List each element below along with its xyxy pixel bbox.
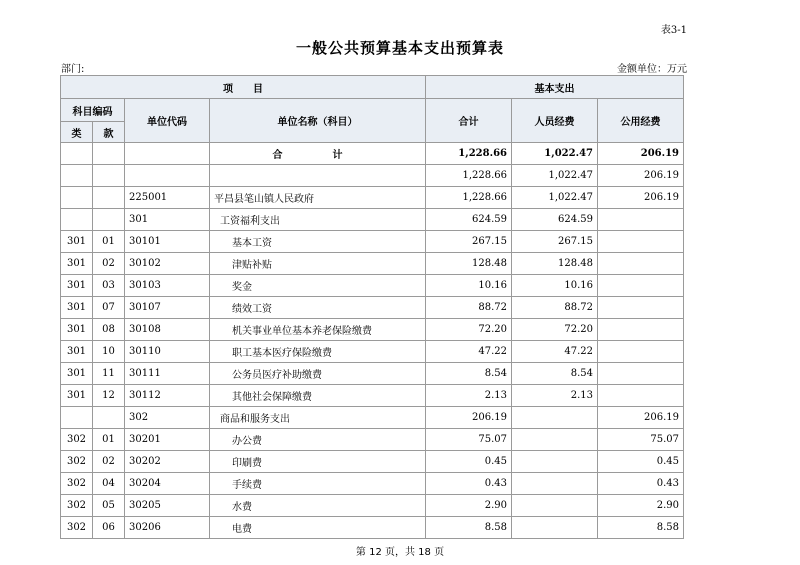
cell-unit-name: 平昌县笔山镇人民政府 [210,187,426,209]
cell-unit-name: 机关事业单位基本养老保险缴费 [210,319,426,341]
cell-unit-name: 其他社会保障缴费 [210,385,426,407]
cell-public [598,253,684,275]
table-row [61,451,684,473]
cell-category: 302 [61,451,93,473]
cell-unit-code: 30205 [125,495,210,517]
cell-personnel: 624.59 [512,209,598,231]
table-row [61,517,684,539]
cell-personnel: 72.20 [512,319,598,341]
cell-unit-name: 办公费 [210,429,426,451]
table-row [61,231,684,253]
cell-item: 04 [93,473,125,495]
cell-unit-code: 301 [125,209,210,231]
cell-public [598,297,684,319]
cell-item: 07 [93,297,125,319]
table-number: 表3-1 [660,25,687,36]
cell-personnel: 267.15 [512,231,598,253]
cell-total: 1,228.66 [426,143,512,165]
cell-personnel: 10.16 [512,275,598,297]
cell-unit-name: 津贴补贴 [210,253,426,275]
cell-total: 1,228.66 [426,165,512,187]
table-row [61,165,684,187]
cell-personnel: 1,022.47 [512,143,598,165]
cell-personnel: 8.54 [512,363,598,385]
header-personnel: 人员经费 [512,99,598,143]
cell-unit-code: 30101 [125,231,210,253]
department-label: 部门: [61,64,85,75]
header-public: 公用经费 [598,99,684,143]
cell-unit-code: 302 [125,407,210,429]
table-row [61,297,684,319]
cell-unit-code: 30206 [125,517,210,539]
cell-total: 2.13 [426,385,512,407]
cell-category: 302 [61,517,93,539]
cell-item: 02 [93,451,125,473]
cell-item: 08 [93,319,125,341]
cell-unit-name: 电费 [210,517,426,539]
cell-unit-name: 公务员医疗补助缴费 [210,363,426,385]
cell-category: 301 [61,319,93,341]
budget-table [60,75,684,539]
cell-category [61,187,93,209]
cell-item: 11 [93,363,125,385]
page-title: 一般公共预算基本支出预算表 [295,39,504,57]
header-item: 款 [93,122,125,143]
cell-personnel: 47.22 [512,341,598,363]
cell-item [93,187,125,209]
cell-personnel: 2.13 [512,385,598,407]
table-row [61,341,684,363]
page-footer: 第 12 页，共 18 页 [355,547,445,558]
cell-personnel [512,429,598,451]
cell-total: 47.22 [426,341,512,363]
cell-public: 206.19 [598,407,684,429]
cell-item: 03 [93,275,125,297]
table-row [61,253,684,275]
table-row [61,385,684,407]
cell-public: 0.43 [598,473,684,495]
cell-unit-code: 30108 [125,319,210,341]
cell-category: 301 [61,385,93,407]
cell-public [598,385,684,407]
cell-category [61,407,93,429]
cell-personnel: 1,022.47 [512,187,598,209]
cell-category: 302 [61,429,93,451]
table-row [61,495,684,517]
cell-total: 206.19 [426,407,512,429]
cell-unit-name: 印刷费 [210,451,426,473]
cell-unit-name: 基本工资 [210,231,426,253]
cell-personnel [512,407,598,429]
cell-item: 05 [93,495,125,517]
cell-unit-name: 商品和服务支出 [210,407,426,429]
cell-public: 206.19 [598,143,684,165]
cell-total: 75.07 [426,429,512,451]
table-row [61,275,684,297]
cell-personnel: 88.72 [512,297,598,319]
table-row [61,319,684,341]
cell-item [93,143,125,165]
cell-total: 8.58 [426,517,512,539]
header-basic-expense: 基本支出 [426,76,684,99]
table-row [61,363,684,385]
cell-public: 75.07 [598,429,684,451]
cell-public: 8.58 [598,517,684,539]
cell-public: 206.19 [598,165,684,187]
cell-item [93,407,125,429]
cell-category: 301 [61,253,93,275]
cell-total: 10.16 [426,275,512,297]
cell-category: 301 [61,363,93,385]
cell-item: 01 [93,429,125,451]
table-row [61,187,684,209]
cell-total: 0.43 [426,473,512,495]
cell-personnel [512,495,598,517]
cell-unit-name: 工资福利支出 [210,209,426,231]
table-row [61,407,684,429]
cell-public: 0.45 [598,451,684,473]
cell-total: 267.15 [426,231,512,253]
cell-unit-name: 合 计 [210,143,426,165]
table-row [61,429,684,451]
cell-category [61,143,93,165]
cell-category: 302 [61,473,93,495]
table-row-total [61,143,684,165]
cell-category [61,209,93,231]
cell-public [598,209,684,231]
cell-unit-code: 30201 [125,429,210,451]
cell-unit-name: 手续费 [210,473,426,495]
cell-unit-name [210,165,426,187]
cell-category [61,165,93,187]
cell-public [598,231,684,253]
cell-public [598,275,684,297]
cell-total: 88.72 [426,297,512,319]
cell-unit-name: 职工基本医疗保险缴费 [210,341,426,363]
cell-public: 206.19 [598,187,684,209]
cell-total: 8.54 [426,363,512,385]
cell-personnel [512,517,598,539]
cell-personnel [512,473,598,495]
cell-unit-code [125,143,210,165]
cell-public [598,341,684,363]
cell-category: 302 [61,495,93,517]
cell-item: 12 [93,385,125,407]
amount-unit-label: 金额单位：万元 [617,64,687,75]
cell-total: 624.59 [426,209,512,231]
table-row [61,473,684,495]
cell-item: 10 [93,341,125,363]
cell-item: 01 [93,231,125,253]
header-project: 项 目 [61,76,426,99]
cell-unit-code: 30102 [125,253,210,275]
cell-public [598,363,684,385]
cell-unit-code: 225001 [125,187,210,209]
cell-category: 301 [61,231,93,253]
cell-item [93,165,125,187]
cell-category: 301 [61,297,93,319]
cell-unit-code [125,165,210,187]
cell-unit-name: 水费 [210,495,426,517]
cell-total: 128.48 [426,253,512,275]
cell-unit-code: 30111 [125,363,210,385]
header-category: 类 [61,122,93,143]
cell-public: 2.90 [598,495,684,517]
cell-item: 06 [93,517,125,539]
cell-category: 301 [61,275,93,297]
cell-category: 301 [61,341,93,363]
cell-unit-name: 奖金 [210,275,426,297]
header-total: 合计 [426,99,512,143]
cell-public [598,319,684,341]
cell-total: 0.45 [426,451,512,473]
cell-personnel: 128.48 [512,253,598,275]
cell-unit-code: 30103 [125,275,210,297]
cell-item [93,209,125,231]
header-subject-code: 科目编码 [61,99,125,122]
cell-total: 2.90 [426,495,512,517]
cell-unit-code: 30107 [125,297,210,319]
cell-unit-code: 30112 [125,385,210,407]
cell-item: 02 [93,253,125,275]
cell-unit-name: 绩效工资 [210,297,426,319]
cell-total: 72.20 [426,319,512,341]
header-unit-name: 单位名称（科目） [210,99,426,143]
cell-unit-code: 30204 [125,473,210,495]
cell-unit-code: 30110 [125,341,210,363]
cell-personnel: 1,022.47 [512,165,598,187]
cell-total: 1,228.66 [426,187,512,209]
header-unit-code: 单位代码 [125,99,210,143]
table-row [61,209,684,231]
cell-unit-code: 30202 [125,451,210,473]
cell-personnel [512,451,598,473]
